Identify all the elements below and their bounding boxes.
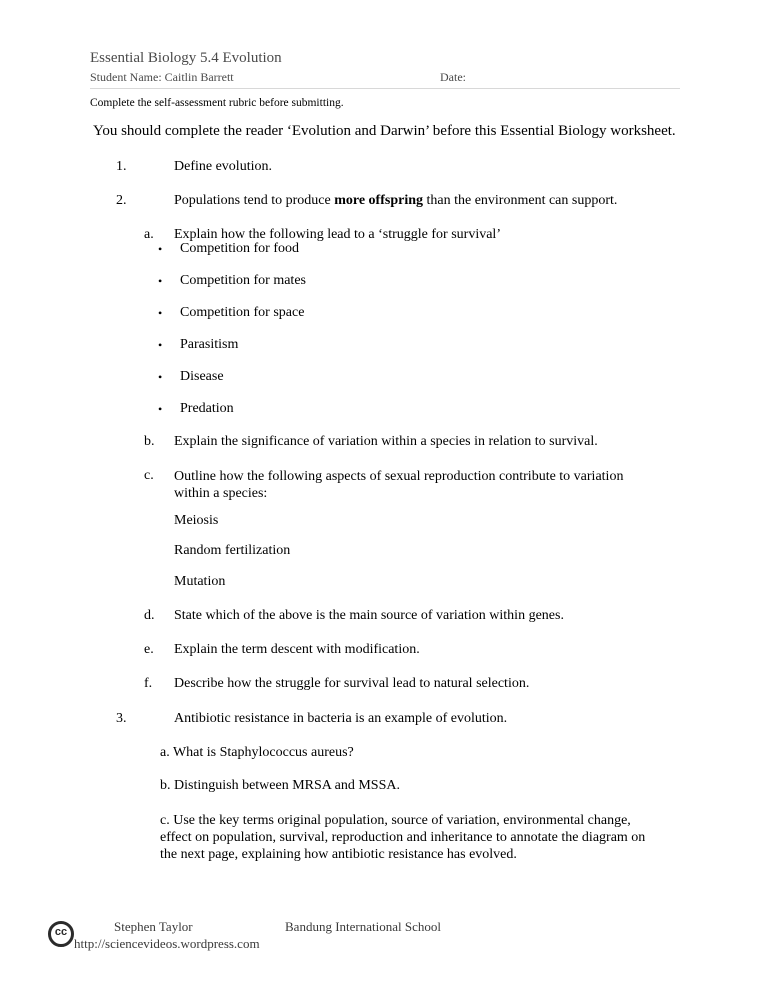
q2d-label: d. [144, 608, 155, 623]
bullet-item: Competition for mates [180, 273, 306, 288]
q2c-item: Mutation [174, 574, 226, 589]
q2e-text: Explain the term descent with modification. [174, 642, 420, 657]
bullet-icon: • [158, 242, 163, 256]
bullet-item: Competition for food [180, 241, 299, 256]
bullet-icon: • [158, 338, 163, 352]
q2-emphasis: more offspring [334, 193, 423, 208]
date-label: Date: [440, 70, 466, 84]
q1-text: Define evolution. [174, 159, 272, 174]
q2c-item: Random fertilization [174, 543, 291, 558]
footer-school: Bandung International School [285, 919, 441, 934]
q2b-text: Explain the significance of variation within a species in relation to survival. [174, 434, 598, 449]
bullet-item: Disease [180, 369, 224, 384]
document-title: Essential Biology 5.4 Evolution [90, 50, 282, 66]
bullet-icon: • [158, 306, 163, 320]
q2b-label: b. [144, 434, 155, 449]
bullet-item: Predation [180, 401, 234, 416]
q2c-label: c. [144, 468, 154, 483]
bullet-icon: • [158, 402, 163, 416]
q3b-text: b. Distinguish between MRSA and MSSA. [160, 778, 400, 793]
header-divider [90, 88, 680, 89]
q3a-text: a. What is Staphylococcus aureus? [160, 745, 354, 760]
q2a-text: Explain how the following lead to a ‘struggle for survival’ [174, 227, 501, 242]
q2e-label: e. [144, 642, 154, 657]
q1-number: 1. [116, 159, 127, 174]
q2f-label: f. [144, 676, 153, 691]
rubric-note: Complete the self-assessment rubric before submitting. [90, 97, 344, 109]
bullet-icon: • [158, 274, 163, 288]
intro-text: You should complete the reader ‘Evolution and Darwin’ before this Essential Biology worksheet. [93, 123, 676, 139]
bullet-item: Parasitism [180, 337, 239, 352]
q2-number: 2. [116, 193, 127, 208]
q3-number: 3. [116, 711, 127, 726]
bullet-icon: • [158, 370, 163, 384]
q2c-text: Outline how the following aspects of sexual reproduction contribute to variation within a species: [174, 469, 624, 501]
q2f-text: Describe how the struggle for survival lead to natural selection. [174, 676, 530, 691]
q3-text: Antibiotic resistance in bacteria is an example of evolution. [174, 711, 508, 726]
footer-author: Stephen Taylor [114, 919, 193, 934]
creative-commons-icon: cc [48, 921, 74, 947]
q2d-text: State which of the above is the main source of variation within genes. [174, 608, 564, 623]
q2-text: Populations tend to produce more offspring than the environment can support. [174, 193, 618, 208]
footer-url-link[interactable]: http://sciencevideos.wordpress.com [74, 936, 260, 951]
q2c-item: Meiosis [174, 513, 219, 528]
student-name: Student Name: Caitlin Barrett [90, 70, 234, 84]
q2a-label: a. [144, 227, 154, 242]
q3c-text: c. Use the key terms original population, source of variation, environmental change, effect on population, survival, reproduction and inheritance to annotate the diagram on the next page, explaining how antibiotic resistance has evolved. [160, 813, 646, 862]
bullet-item: Competition for space [180, 305, 305, 320]
